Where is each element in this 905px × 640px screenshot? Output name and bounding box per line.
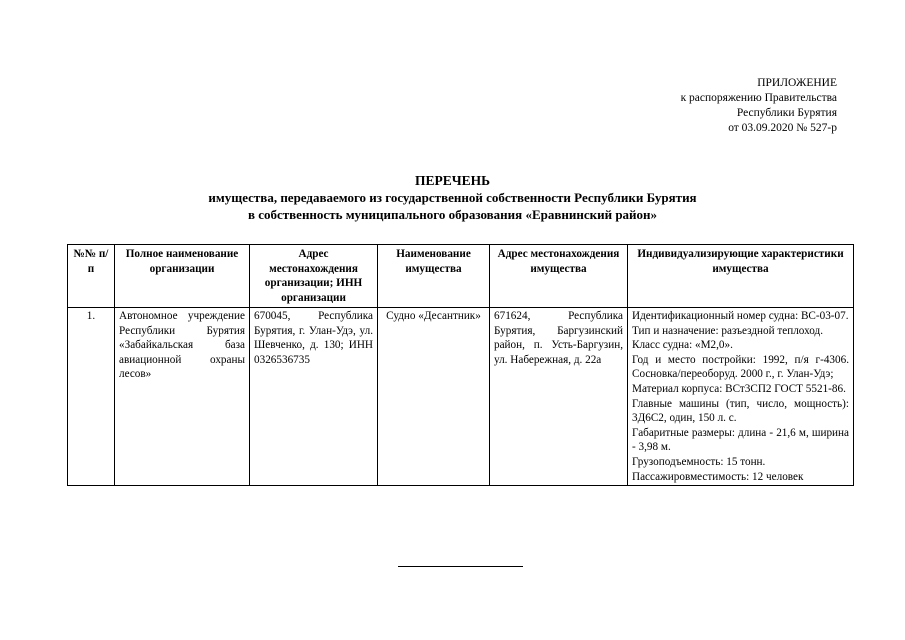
cell-org-name: Автономное учреждение Республики Бурятия «Забайкальская база авиационной охраны лесов» — [115, 308, 250, 486]
appendix-government: Республики Бурятия — [736, 107, 837, 119]
title-line-2: имущества, передаваемого из государственной собственности Республики Бурятия — [208, 190, 697, 205]
characteristic-id: Идентификационный номер судна: ВС-03-07. — [632, 310, 849, 322]
table-header-row — [68, 245, 854, 308]
characteristic-type: Тип и назначение: разъездной теплоход. — [632, 324, 824, 337]
appendix-order-ref: к распоряжению Правительства — [680, 92, 837, 104]
characteristic-capacity: Грузоподъемность: 15 тонн. — [632, 455, 766, 468]
header-property-address: Адрес местонахождения имущества — [490, 245, 628, 308]
cell-number: 1. — [68, 308, 115, 486]
characteristic-engines: Главные машины (тип, число, мощность): 3Д6С2, один, 150 л. с. — [632, 397, 849, 425]
characteristic-dimensions: Габаритные размеры: длина - 21,6 м, ширина - 3,98 м. — [632, 426, 849, 454]
property-table — [67, 244, 854, 486]
appendix-header — [577, 76, 837, 136]
cell-property-address: 671624, Республика Бурятия, Баргузинский район, п. Усть-Баргузин, ул. Набережная, д. 22а — [490, 308, 628, 486]
header-org-address: Адрес местонахождения организации; ИНН организации — [250, 245, 378, 308]
cell-property-name: Судно «Десантник» — [378, 308, 490, 486]
characteristic-passengers: Пассажировместимость: 12 человек — [632, 470, 804, 483]
cell-characteristics — [628, 308, 854, 486]
title-line-3: в собственность муниципального образования «Еравнинский район» — [247, 207, 658, 222]
characteristic-hull: Материал корпуса: ВСт3СП2 ГОСТ 5521-86. — [632, 382, 846, 395]
end-divider-line — [398, 566, 523, 567]
header-number: №№ п/п — [68, 245, 115, 308]
header-property-name: Наименование имущества — [378, 245, 490, 308]
header-characteristics: Индивидуализирующие характеристики имущества — [628, 245, 854, 308]
title-line-1: ПЕРЕЧЕНЬ — [414, 173, 491, 188]
characteristic-build: Год и место постройки: 1992, п/я г-4306. Сосновка/переоборуд. 2000 г., г. Улан-Удэ; — [632, 353, 849, 381]
table-row — [68, 308, 854, 486]
cell-org-address: 670045, Республика Бурятия, г. Улан-Удэ, ул. Шевченко, д. 130; ИНН 0326536735 — [250, 308, 378, 486]
document-title — [60, 172, 845, 223]
header-org-name: Полное наименование организации — [115, 245, 250, 308]
appendix-date-number: от 03.09.2020 № 527-р — [728, 122, 837, 134]
appendix-title: ПРИЛОЖЕНИЕ — [757, 77, 837, 89]
characteristic-class: Класс судна: «М2,0». — [632, 339, 733, 352]
